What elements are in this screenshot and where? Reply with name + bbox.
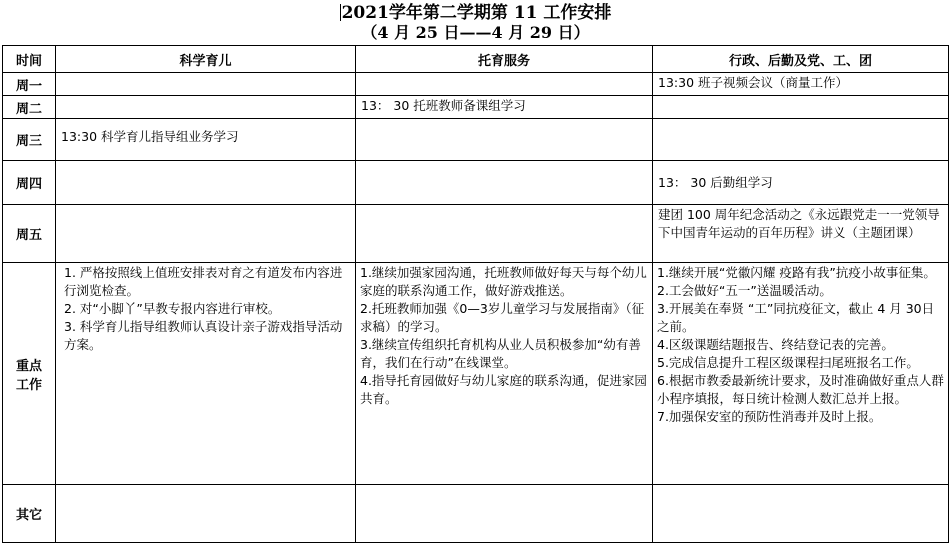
list-item: 3.开展美在奉贤 “工”同抗疫征文，截止 4 月 30日之前。 <box>657 301 935 334</box>
list-item: 7.加强保安室的预防性消毒并及时上报。 <box>657 409 882 424</box>
text-cursor <box>340 4 341 21</box>
cell-thursday-admin: 13： 30 后勤组学习 <box>653 161 949 205</box>
day-label-friday: 周五 <box>3 205 56 263</box>
row-key-work <box>3 263 949 485</box>
cell-tuesday-childcare: 13： 30 托班教师备课组学习 <box>356 96 653 119</box>
row-tuesday <box>3 96 949 119</box>
cell-thursday-childcare <box>356 161 653 205</box>
header-row <box>3 46 949 73</box>
schedule-table <box>2 45 949 543</box>
day-label-monday: 周一 <box>3 73 56 96</box>
cell-friday-admin: 建团 100 周年纪念活动之《永远跟党走一一党领导下中国青年运动的百年历程》讲义（主题团课） <box>653 205 949 263</box>
cell-tuesday-admin <box>653 96 949 119</box>
list-item: 3. 科学育儿指导组教师认真设计亲子游戏指导活动方案。 <box>64 319 343 352</box>
cell-monday-admin: 13:30 班子视频会议（商量工作） <box>653 73 949 96</box>
list-item: 1.继续加强家园沟通，托班教师做好每天与每个幼儿家庭的联系沟通工作，做好游戏推送。 <box>360 265 647 298</box>
cell-friday-childcare <box>356 205 653 263</box>
row-monday <box>3 73 949 96</box>
list-item: 1. 严格按照线上值班安排表对育之有道发布内容进行浏览检查。 <box>64 265 343 298</box>
row-wednesday <box>3 119 949 161</box>
list-item: 5.完成信息提升工程区级课程扫尾班报名工作。 <box>657 355 919 370</box>
cell-friday-science <box>56 205 356 263</box>
list-item: 2.工会做好“五一”送温暖活动。 <box>657 283 832 298</box>
list-item: 2. 对“小脚丫”早教专报内容进行审校。 <box>64 301 281 316</box>
cell-thursday-science <box>56 161 356 205</box>
cell-monday-science <box>56 73 356 96</box>
page-subtitle: （4 月 25 日——4 月 29 日） <box>361 23 590 42</box>
header-childcare: 托育服务 <box>356 46 653 73</box>
row-other <box>3 485 949 543</box>
cell-wednesday-admin <box>653 119 949 161</box>
cell-other-science <box>56 485 356 543</box>
cell-other-admin <box>653 485 949 543</box>
header-time: 时间 <box>3 46 56 73</box>
list-item: 1.继续开展“党徽闪耀 疫路有我”抗疫小故事征集。 <box>657 265 936 280</box>
key-work-label-line2: 工作 <box>15 377 42 393</box>
row-friday <box>3 205 949 263</box>
list-item: 3.继续宣传组织托育机构从业人员积极参加“幼有善育，我们在行动”在线课堂。 <box>360 337 641 370</box>
day-label-thursday: 周四 <box>3 161 56 205</box>
key-work-childcare <box>356 263 653 485</box>
cell-monday-childcare <box>356 73 653 96</box>
day-label-tuesday: 周二 <box>3 96 56 119</box>
list-item: 4.指导托育园做好与幼儿家庭的联系沟通，促进家园共育。 <box>360 373 647 406</box>
page-title <box>0 3 951 23</box>
page-title-text: 2021学年第二学期第 11 工作安排 <box>341 3 612 23</box>
cell-tuesday-science <box>56 96 356 119</box>
row-thursday <box>3 161 949 205</box>
cell-wednesday-science: 13:30 科学育儿指导组业务学习 <box>56 119 356 161</box>
key-work-label-line1: 重点 <box>15 358 42 374</box>
key-work-admin <box>653 263 949 485</box>
list-item: 2.托班教师加强《0—3岁儿童学习与发展指南》（征求稿）的学习。 <box>360 301 645 334</box>
day-label-wednesday: 周三 <box>3 119 56 161</box>
key-work-science <box>56 263 356 485</box>
list-item: 4.区级课题结题报告、终结登记表的完善。 <box>657 337 894 352</box>
key-work-label <box>3 263 56 485</box>
list-item: 6.根据市教委最新统计要求，及时准确做好重点人群小程序填报，每日统计检测人数汇总并上报。 <box>657 373 944 406</box>
cell-other-childcare <box>356 485 653 543</box>
header-admin: 行政、后勤及党、工、团 <box>653 46 949 73</box>
cell-wednesday-childcare <box>356 119 653 161</box>
other-label: 其它 <box>3 485 56 543</box>
header-science: 科学育儿 <box>56 46 356 73</box>
